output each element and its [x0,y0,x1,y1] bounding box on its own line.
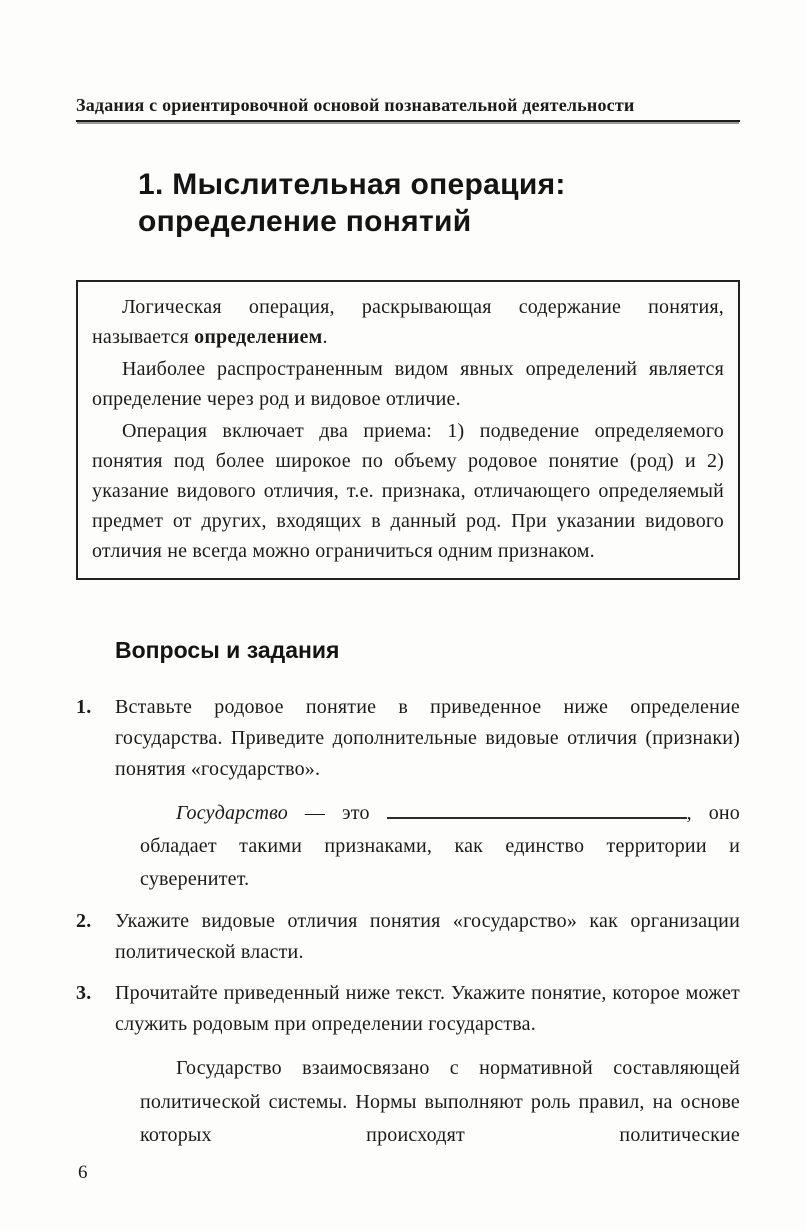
definition-p1-text: Логическая операция, раскрывающая содержание понятия, называется [92,296,724,348]
fill-in-after-blank: , оно обладает такими признаками, как единство территории и суверенитет. [140,802,740,890]
running-header-text: Задания с ориентировочной основой познавательной деятельности [76,95,635,115]
running-header [76,94,740,122]
definition-p1-period: . [322,326,328,348]
definition-box [76,280,740,580]
fill-in-term: Государство [176,802,288,824]
blank-line [387,800,687,819]
task-text-1: Вставьте родовое понятие в приведенное ниже определение государства. Приведите дополнительные видовые отличия (признаки) понятия «государство». [115,696,740,780]
chapter-title-line1: 1. Мыслительная операция: [138,168,566,201]
task-number-1: 1. [76,696,92,718]
task-item-3 [76,978,740,1040]
definition-p1-term: определением [194,326,323,348]
fill-in-connector: — это [287,802,387,824]
task-item-1 [76,692,740,785]
definition-paragraph-2: Наиболее распространенным видом явных определений является определение через род и видовое отличие. [92,358,724,410]
task-number-3: 3. [76,982,92,1004]
task-number-2: 2. [76,910,92,932]
definition-paragraph-1 [92,292,724,352]
chapter-title-line2: определение понятий [138,205,472,238]
definition-paragraph-3: Операция включает два приема: 1) подведение определяемого понятия под более широкое по объему родовое понятие (род) и 2) указание видового отличия, т.е. признака, отличающего определяемый предмет от других, входящих в данный род. При указании видового отличия не всегда можно ограничиться одним признаком. [92,420,724,562]
task-text-2: Укажите видовые отличия понятия «государство» как организации политической власти. [115,910,740,963]
excerpt-paragraph: Государство взаимосвязано с нормативной составляющей политической системы. Нормы выполняют роль правил, на основе которых происходят политические [140,1057,740,1146]
task-text-3: Прочитайте приведенный ниже текст. Укажите понятие, которое может служить родовым при определении государства. [115,982,740,1035]
chapter-title [138,166,740,240]
page-number: 6 [78,1162,88,1183]
fill-in-paragraph [140,797,740,896]
tasks-heading: Вопросы и задания [115,637,340,663]
task-item-2 [76,906,740,968]
tasks-list [76,692,740,1153]
